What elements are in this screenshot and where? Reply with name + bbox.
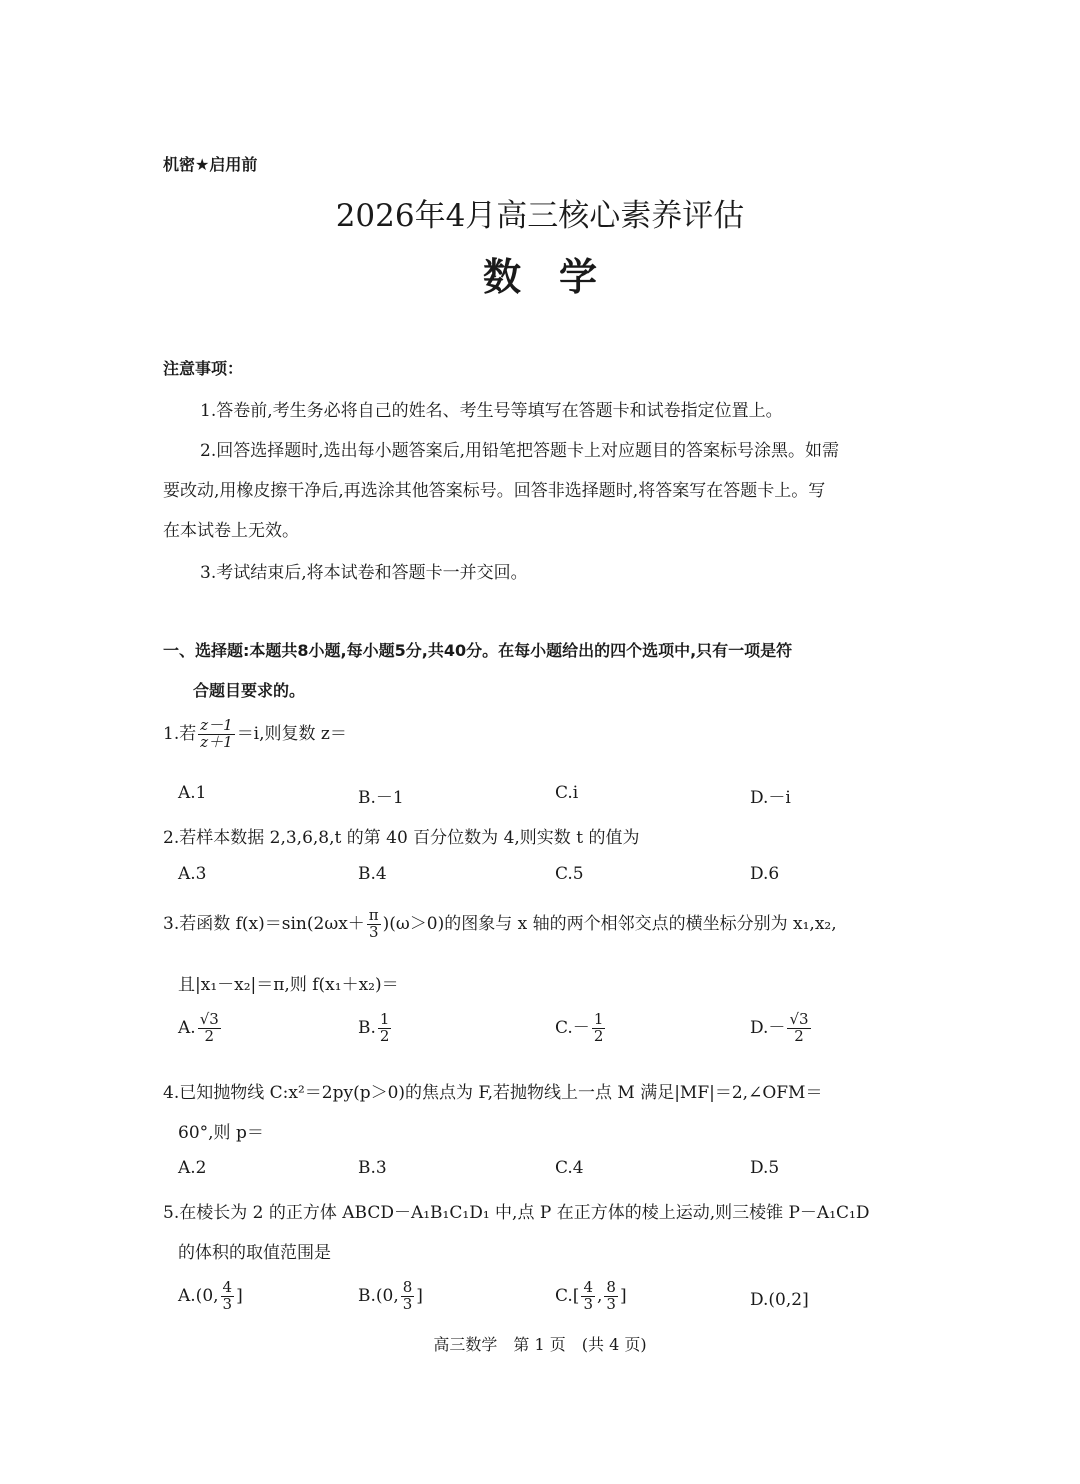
q4-option-c: C.4 <box>555 1158 584 1178</box>
q1-option-c: C.i <box>555 783 579 803</box>
question-3-line2: 且|x₁－x₂|＝π,则 f(x₁＋x₂)＝ <box>178 975 399 995</box>
q5-option-c <box>555 1280 627 1313</box>
q5-c-label: C.[ <box>555 1285 580 1306</box>
q5-a-label: A.(0, <box>178 1285 219 1306</box>
q3-a-label: A. <box>178 1017 196 1038</box>
notice-item-1: 1.答卷前,考生务必将自己的姓名、考生号等填写在答题卡和试卷指定位置上。 <box>200 401 783 421</box>
q2-option-d: D.6 <box>750 864 780 884</box>
q3-a-num: √3 <box>199 1010 219 1028</box>
page-footer: 高三数学 第 1 页 (共 4 页) <box>433 1335 647 1354</box>
q5-a-den: 3 <box>222 1294 233 1313</box>
notice-item-2-line1: 2.回答选择题时,选出每小题答案后,用铅笔把答题卡上对应题目的答案标号涂黑。如需 <box>200 441 840 461</box>
q3-c-num: 1 <box>593 1010 604 1028</box>
q5-a-num: 4 <box>222 1278 233 1296</box>
q3-d-num: √3 <box>789 1010 809 1028</box>
q4-option-d: D.5 <box>750 1158 780 1178</box>
q4-option-b: B.3 <box>358 1158 387 1178</box>
q3-b-label: B. <box>358 1017 376 1038</box>
q1-option-d: D.－i <box>750 788 791 808</box>
question-3-stem <box>163 908 837 941</box>
q5-b-close: ] <box>416 1285 423 1306</box>
q5-c-num2: 8 <box>606 1278 616 1296</box>
q5-c-comma: , <box>596 1285 603 1306</box>
q3-c-den: 2 <box>593 1026 604 1045</box>
q5-a-fraction <box>221 1280 235 1313</box>
exam-title: 2026年4月高三核心素养评估 <box>335 198 745 234</box>
q5-c-close: ] <box>619 1285 627 1306</box>
notice-item-3: 3.考试结束后,将本试卷和答题卡一并交回。 <box>200 563 528 583</box>
notice-item-2-line2: 要改动,用橡皮擦干净后,再选涂其他答案标号。回答非选择题时,将答案写在答题卡上。写 <box>163 481 826 501</box>
q1-suffix: ＝i,则复数 z＝ <box>236 723 347 744</box>
q5-c-fraction-2 <box>604 1280 618 1313</box>
question-5-line2: 的体积的取值范围是 <box>178 1243 331 1263</box>
q3-option-c <box>555 1012 607 1045</box>
q5-a-close: ] <box>236 1285 243 1306</box>
q3-option-d <box>750 1012 813 1045</box>
q2-option-b: B.4 <box>358 864 387 884</box>
q1-prefix: 1.若 <box>163 723 197 744</box>
q5-option-b <box>358 1280 423 1313</box>
q3-d-den: 2 <box>794 1026 804 1045</box>
q5-b-den: 3 <box>402 1294 413 1313</box>
q1-option-a: A.1 <box>178 783 207 803</box>
notice-item-2-line3: 在本试卷上无效。 <box>163 521 299 541</box>
q1-denominator: z＋1 <box>200 732 233 751</box>
question-2-stem: 2.若样本数据 2,3,6,8,t 的第 40 百分位数为 4,则实数 t 的值为 <box>163 828 640 848</box>
q3-option-b <box>358 1012 393 1045</box>
q3-d-fraction <box>787 1012 810 1045</box>
q1-fraction <box>198 718 234 751</box>
notice-heading: 注意事项： <box>163 359 244 378</box>
question-4-line1: 4.已知抛物线 C:x²＝2py(p＞0)的焦点为 F,若抛物线上一点 M 满足|MF|＝2,∠OFM＝ <box>163 1083 823 1103</box>
q5-option-a <box>178 1280 243 1313</box>
q3-option-a <box>178 1012 223 1045</box>
q3-pi-fraction <box>367 908 381 941</box>
question-4-line2: 60°,则 p＝ <box>178 1123 264 1143</box>
q3-three: 3 <box>368 922 379 941</box>
q5-c-den1: 3 <box>583 1294 593 1313</box>
q3-c-label: C.－ <box>555 1017 590 1038</box>
confidential-label: 机密★启用前 <box>163 155 258 174</box>
q5-b-fraction <box>401 1280 415 1313</box>
question-5-line1: 5.在棱长为 2 的正方体 ABCD－A₁B₁C₁D₁ 中,点 P 在正方体的棱上运动,则三棱锥 P－A₁C₁D <box>163 1203 870 1223</box>
q3-c-fraction <box>592 1012 606 1045</box>
question-1-stem <box>163 718 347 751</box>
q3-b-num: 1 <box>379 1010 390 1028</box>
q5-c-fraction-1 <box>581 1280 595 1313</box>
section-heading-line2: 合题目要求的。 <box>193 681 306 700</box>
q2-option-c: C.5 <box>555 864 584 884</box>
q5-b-label: B.(0, <box>358 1285 399 1306</box>
q2-option-a: A.3 <box>178 864 207 884</box>
q3-b-fraction <box>378 1012 392 1045</box>
q3-stem-b: )(ω＞0)的图象与 x 轴的两个相邻交点的横坐标分别为 x₁,x₂, <box>382 913 837 934</box>
q3-a-fraction <box>198 1012 221 1045</box>
subject-title: 数 学 <box>482 255 597 299</box>
q5-option-d: D.(0,2] <box>750 1290 809 1310</box>
q3-b-den: 2 <box>379 1026 390 1045</box>
q1-numerator: z－1 <box>200 716 233 734</box>
q3-stem-a: 3.若函数 f(x)＝sin(2ωx＋ <box>163 913 365 934</box>
q5-b-num: 8 <box>402 1278 413 1296</box>
q5-c-den2: 3 <box>606 1294 616 1313</box>
q3-a-den: 2 <box>204 1026 215 1045</box>
q4-option-a: A.2 <box>178 1158 207 1178</box>
section-heading-line1: 一、选择题:本题共8小题,每小题5分,共40分。在每小题给出的四个选项中,只有一项是符 <box>163 641 793 660</box>
q3-d-label: D.－ <box>750 1017 786 1038</box>
q1-option-b: B.－1 <box>358 788 404 808</box>
q5-c-num1: 4 <box>583 1278 593 1296</box>
q3-pi: π <box>368 906 379 924</box>
